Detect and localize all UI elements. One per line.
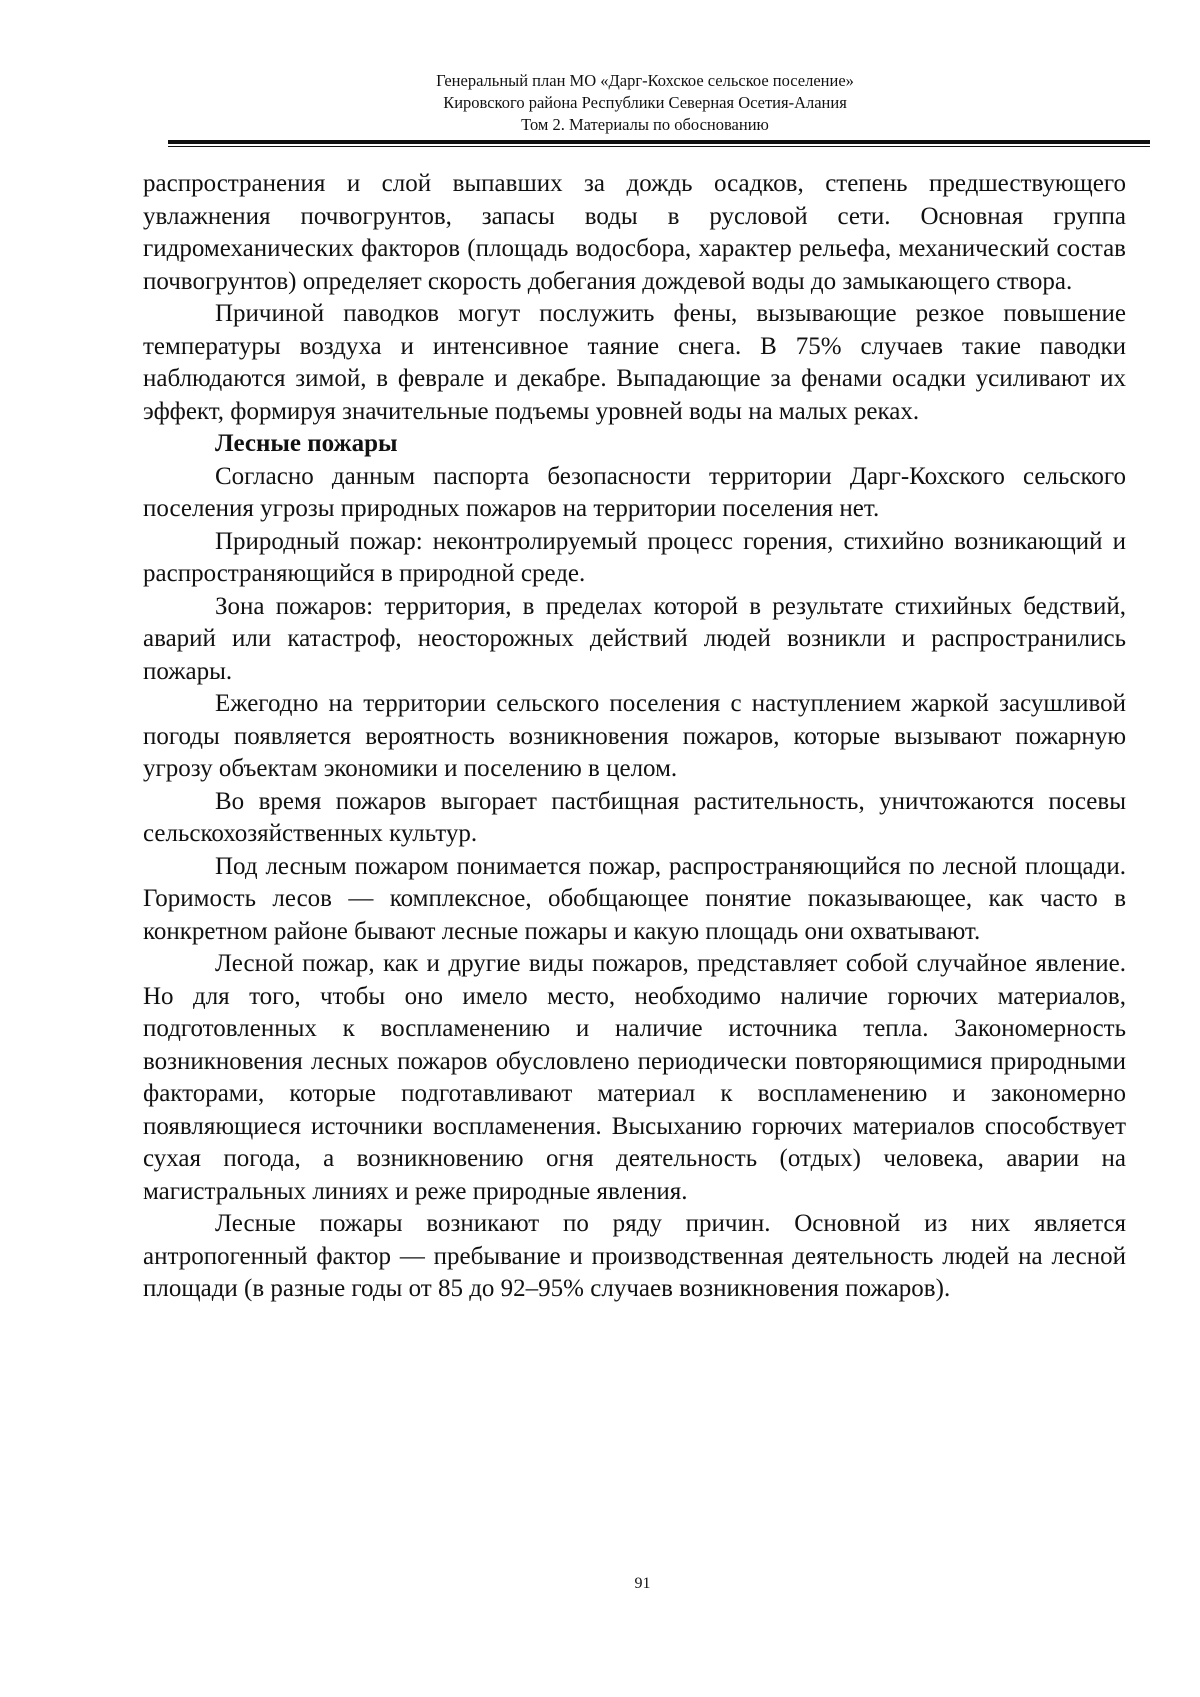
header-region-line: Кировского района Республики Северная Осетия-Алания <box>443 93 847 112</box>
paragraph: Лесные пожары возникают по ряду причин. Основной из них является антропогенный фактор — пребывание и производственная деятельность людей на лесной площади (в разные годы от 85 до 92–95% случаев возникновения пожаров). <box>143 1210 1126 1302</box>
paragraph: Во время пожаров выгорает пастбищная растительность, уничтожаются посевы сельскохозяйственных культур. <box>143 787 1126 847</box>
paragraph: Ежегодно на территории сельского поселения с наступлением жаркой засушливой погоды появляется вероятность возникновения пожаров, которые вызывают пожарную угрозу объектам экономики и поселению в целом. <box>143 690 1126 782</box>
paragraph: Под лесным пожаром понимается пожар, распространяющийся по лесной площади. Горимость лесов — комплексное, обобщающее понятие показывающее, как часто в конкретном районе бывают лесные пожары и какую площадь они охватывают. <box>143 852 1126 945</box>
paragraph: Зона пожаров: территория, в пределах которой в результате стихийных бедствий, аварий или катастроф, неосторожных действий людей возникли и распространились пожары. <box>143 592 1126 685</box>
section-heading: Лесные пожары <box>215 430 398 457</box>
paragraph: Согласно данным паспорта безопасности территории Дарг-Кохского сельского поселения угрозы природных пожаров на территории поселения нет. <box>143 462 1126 522</box>
header-title-line: Генеральный план МО «Дарг-Кохское сельское поселение» <box>436 71 854 90</box>
header-rule-thick <box>168 140 1150 144</box>
page-number: 91 <box>634 1575 651 1592</box>
paragraph: Причиной паводков могут послужить фены, вызывающие резкое повышение температуры воздуха и интенсивное таяние снега. В 75% случаев такие паводки наблюдаются зимой, в феврале и декабре. Выпадающие за фенами осадки усиливают их эффект, формируя значительные подъемы уровней воды на малых реках. <box>143 300 1126 425</box>
header-double-rule <box>168 140 1150 147</box>
document-header <box>140 70 1150 136</box>
paragraph: Природный пожар: неконтролируемый процесс горения, стихийно возникающий и распространяющийся в природной среде. <box>143 527 1126 587</box>
paragraph: Лесной пожар, как и другие виды пожаров, представляет собой случайное явление. Но для того, чтобы оно имело место, необходимо наличие горючих материалов, подготовленных к воспламенению и наличие источника тепла. Закономерность возникновения лесных пожаров обусловлено периодически повторяющимися природными факторами, которые подготавливают материал к воспламенению и закономерно появляющиеся источники воспламенения. Высыханию горючих материалов способствует сухая погода, а возникновению огня деятельность (отдых) человека, аварии на магистральных линиях и реже природные явления. <box>143 950 1126 1205</box>
header-rule-thin <box>168 146 1150 147</box>
document-body <box>143 168 1126 1306</box>
paragraph: распространения и слой выпавших за дождь осадков, степень предшествующего увлажнения почвогрунтов, запасы воды в русловой сети. Основная группа гидромеханических факторов (площадь водосбора, характер рельефа, механический состав почвогрунтов) определяет скорость добегания дождевой воды до замыкающего створа. <box>143 170 1126 295</box>
header-volume-line: Том 2. Материалы по обоснованию <box>521 115 769 134</box>
